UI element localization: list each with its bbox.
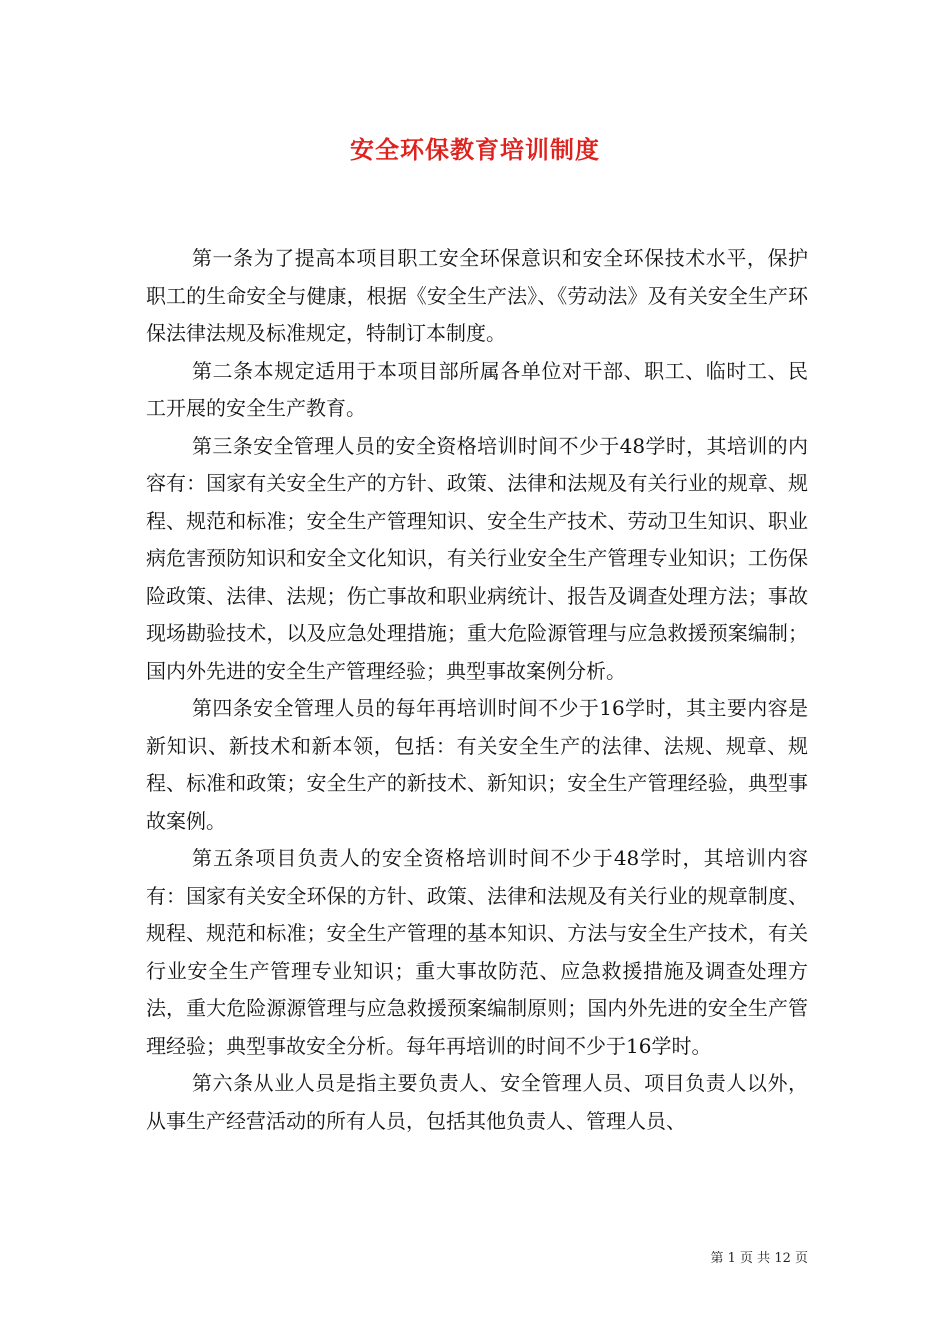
article-3-paragraph: 第三条安全管理人员的安全资格培训时间不少于48学时，其培训的内容有：国家有关安全生产的方针、政策、法律和法规及有关行业的规章、规程、规范和标准；安全生产管理知识、安全生产技术、劳动卫生知识、职业病危害预防知识和安全文化知识，有关行业安全生产管理专业知识；工伤保险政策、法律、法规；伤亡事故和职业病统计、报告及调查处理方法；事故现场勘验技术，以及应急处理措施；重大危险源管理与应急救援预案编制；国内外先进的安全生产管理经验；典型事故案例分析。	[146, 433, 808, 683]
article-5-paragraph: 第五条项目负责人的安全资格培训时间不少于48学时，其培训内容有：国家有关安全环保的方针、政策、法律和法规及有关行业的规章制度、规程、规范和标准；安全生产管理的基本知识、方法与安全生产技术，有关行业安全生产管理专业知识；重大事故防范、应急救援措施及调查处理方法，重大危险源源管理与应急救援预案编制原则；国内外先进的安全生产管理经验；典型事故安全分析。每年再培训的时间不少于16学时。	[146, 846, 808, 1058]
document-body	[146, 240, 808, 1140]
article-2-paragraph: 第二条本规定适用于本项目部所属各单位对干部、职工、临时工、民工开展的安全生产教育。	[146, 358, 808, 420]
article-6-paragraph: 第六条从业人员是指主要负责人、安全管理人员、项目负责人以外，从事生产经营活动的所有人员，包括其他负责人、管理人员、	[146, 1071, 808, 1133]
document-title: 安全环保教育培训制度	[350, 136, 600, 164]
article-4-paragraph: 第四条安全管理人员的每年再培训时间不少于16学时，其主要内容是新知识、新技术和新本领，包括：有关安全生产的法律、法规、规章、规程、标准和政策；安全生产的新技术、新知识；安全生产管理经验，典型事故案例。	[146, 696, 808, 833]
article-1-paragraph: 第一条为了提高本项目职工安全环保意识和安全环保技术水平，保护职工的生命安全与健康，根据《安全生产法》、《劳动法》及有关安全生产环保法律法规及标准规定，特制订本制度。	[146, 246, 808, 345]
page-number-footer: 第 1 页 共 12 页	[710, 1251, 808, 1266]
